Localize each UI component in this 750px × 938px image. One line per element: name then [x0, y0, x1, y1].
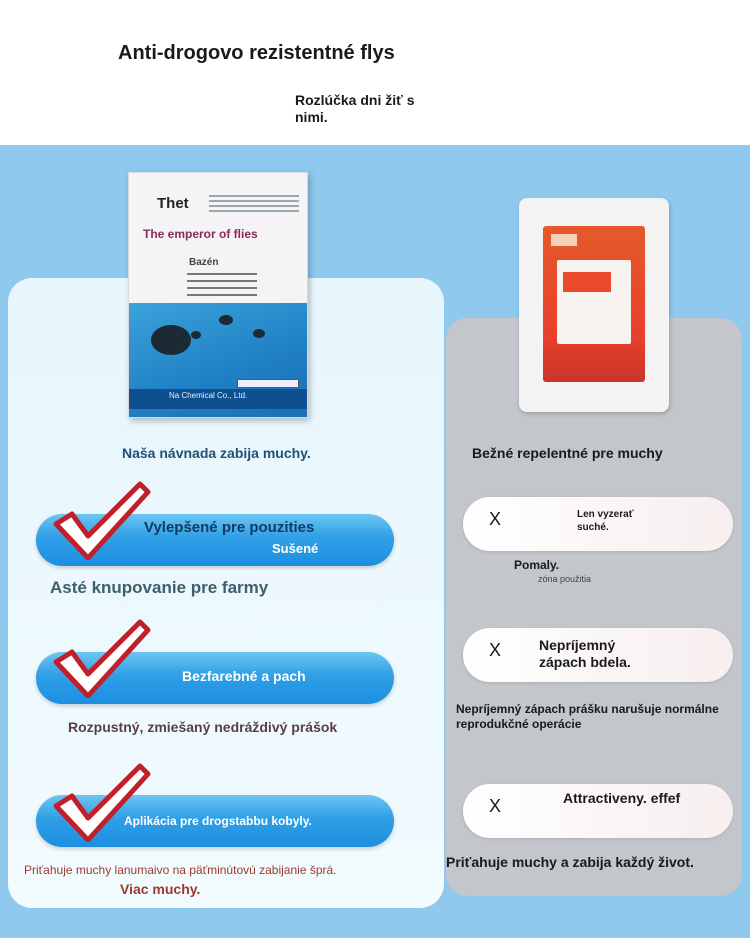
checkmark-icon	[52, 480, 152, 560]
fly-icon	[253, 329, 265, 338]
feature-pill-1-line1: Vylepšené pre pouzities	[144, 519, 315, 536]
competitor-pill-1-label: Len vyzerať suché.	[577, 509, 634, 533]
package-fly-illustration	[129, 303, 308, 418]
competitor-pill-2	[463, 628, 733, 682]
page-subtitle: Rozlúčka dni žiť s nimi.	[295, 92, 415, 125]
fly-icon	[219, 315, 233, 325]
competitor-1-subtext-line1: Pomaly.	[514, 558, 560, 572]
product-package-image	[128, 172, 308, 418]
x-mark-icon: X	[489, 640, 502, 660]
competitor-badge	[563, 272, 611, 292]
checkmark-icon	[52, 762, 152, 842]
feature-pill-3-line1: Aplikácia pre drogstabbu kobyly.	[124, 814, 312, 828]
package-subtitle: Bazén	[189, 257, 219, 268]
fly-icon	[151, 325, 191, 355]
competitor-package-image	[519, 198, 669, 412]
package-weight-label	[237, 379, 299, 388]
competitor-pill-2-label: Nepríjemný zápach bdela.	[539, 637, 631, 670]
header	[0, 0, 750, 145]
checkmark-icon	[52, 618, 152, 698]
x-mark-icon: X	[489, 509, 502, 529]
feature-1-subtext: Asté knupovanie pre farmy	[50, 578, 269, 597]
package-tagline: The emperor of flies	[143, 227, 258, 241]
competitor-3-subtext: Priťahuje muchy a zabija každý život.	[446, 854, 694, 870]
package-fine-print	[209, 195, 299, 213]
competitor-pill-3-label: Attractiveny. effef	[563, 790, 681, 806]
our-product-caption: Naša návnada zabija muchy.	[122, 445, 311, 461]
feature-3-subtext-line1: Priťahuje muchy lanumaivo na päťminútovú zabijanie šprá.	[24, 863, 337, 877]
feature-3-subtext-line2: Viac muchy.	[120, 881, 201, 897]
page-title: Anti-drogovo rezistentné flys	[118, 42, 395, 64]
feature-pill-2-line1: Bezfarebné a pach	[182, 668, 306, 684]
competitor-pill-3	[463, 784, 733, 838]
competitor-caption: Bežné repelentné pre muchy	[472, 445, 663, 461]
x-mark-icon: X	[489, 796, 502, 816]
feature-2-subtext: Rozpustný, zmiešaný nedráždivý prášok	[68, 719, 338, 735]
competitor-pill-1	[463, 497, 733, 551]
competitor-2-subtext: Nepríjemný zápach prášku narušuje normálne reprodukčné operácie	[456, 702, 719, 731]
package-footer-text: Na Chemical Co., Ltd.	[169, 391, 248, 400]
competitor-logo	[551, 234, 577, 246]
fly-icon	[191, 331, 201, 339]
competitor-package-label	[543, 226, 645, 382]
package-brand: Thet	[157, 195, 189, 212]
competitor-package-panel	[557, 260, 631, 344]
feature-pill-1-line2: Sušené	[272, 541, 319, 556]
competitor-1-subtext-line2: zóna použitia	[538, 574, 592, 584]
package-chinese-text	[187, 273, 257, 301]
